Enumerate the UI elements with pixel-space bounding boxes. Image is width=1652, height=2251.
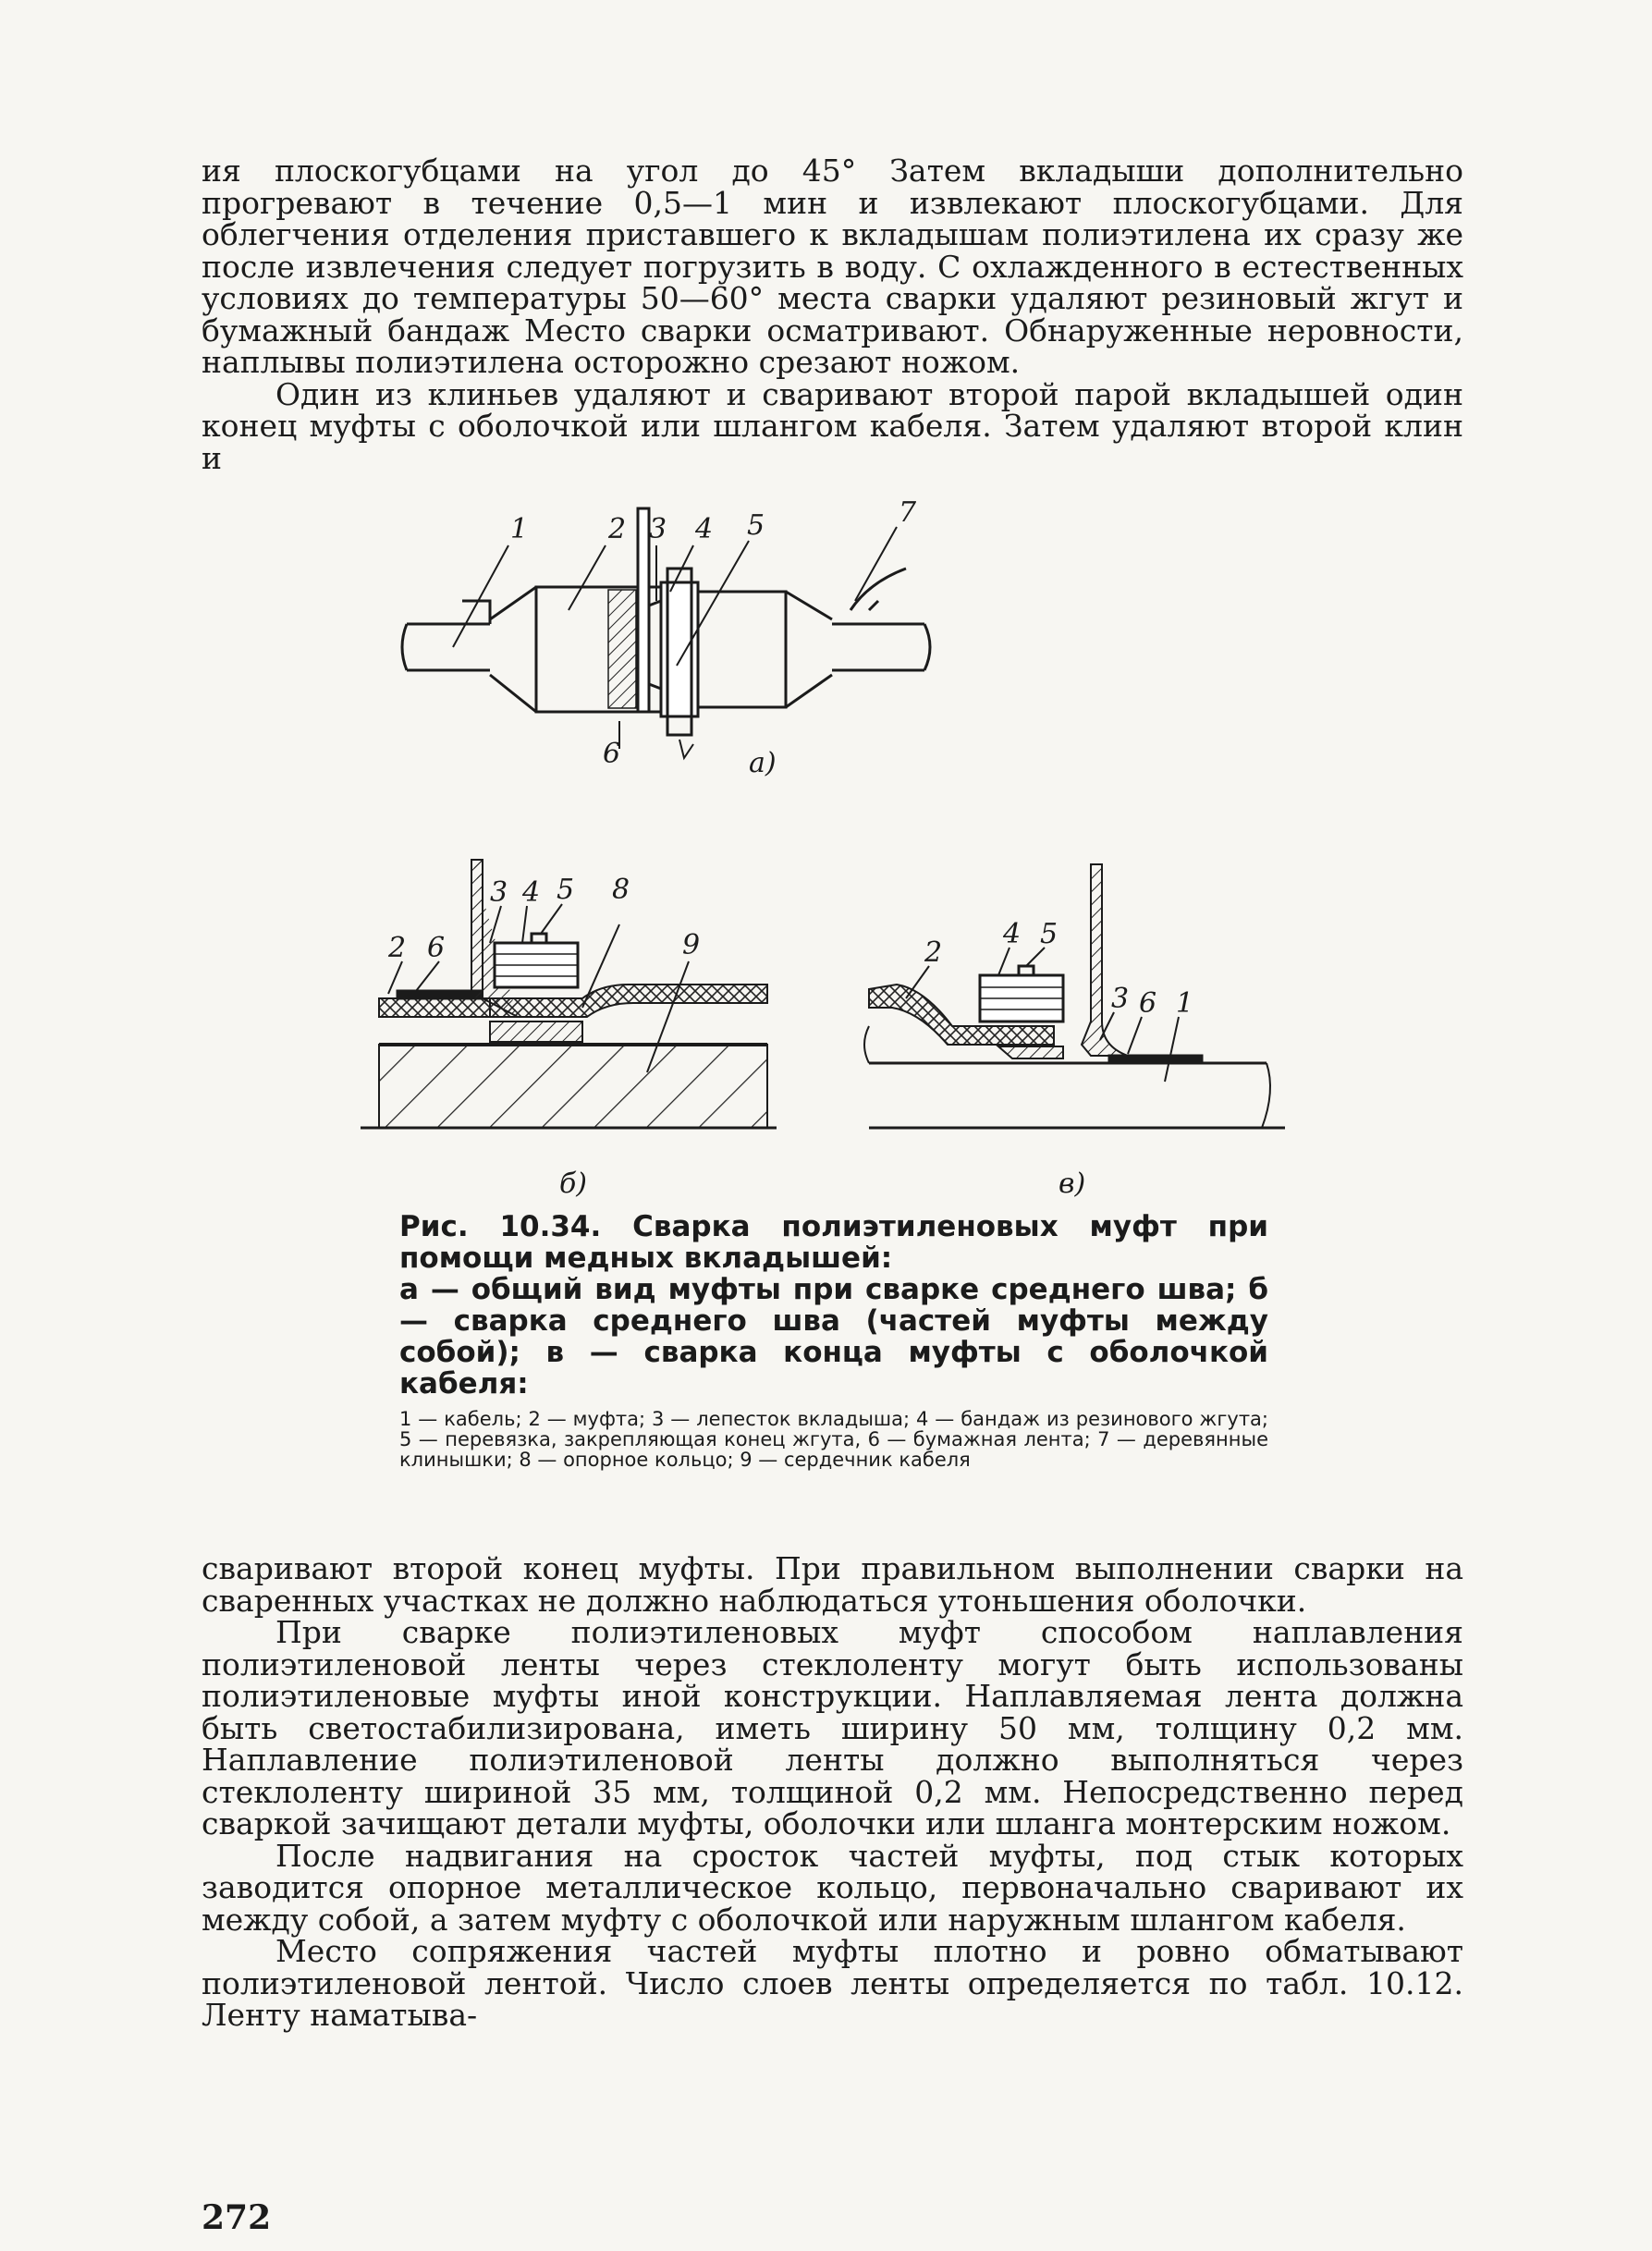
callout-2: 2 [924,936,943,969]
figure-caption [399,1211,1268,1470]
callout-5: 5 [557,874,575,906]
callout-4: 4 [522,876,541,909]
caption-subtitle: а — общий вид муфты при сварке среднего шва; б — сварка среднего шва (частей муфты между собой); в — сварка конца муфты с оболочкой кабеля: [399,1273,1268,1401]
bottom-text-block [202,1550,1463,2033]
callout-7: 7 [899,496,917,529]
callout-2: 2 [608,513,627,545]
callout-6: 6 [427,932,446,964]
callout-8: 8 [612,874,630,906]
callout-4: 4 [695,513,714,545]
caption-title: Рис. 10.34. Сварка полиэтиленовых муфт при помощи медных вкладышей: [399,1210,1268,1275]
view-c-label: в) [1059,1168,1086,1200]
figure-10-34 [351,481,1313,1202]
view-a [402,508,930,758]
caption-legend: 1 — кабель; 2 — муфта; 3 — лепесток вкладыша; 4 — бандаж из резинового жгута; 5 — перевязка, закрепляющая конец жгута, 6 — бумажная лента; 7 — деревянные клинышки; 8 — опорное кольцо; 9 — сердечник кабеля [399,1408,1268,1471]
callout-1: 1 [1176,987,1194,1020]
paragraph: После надвигания на сросток частей муфты, под стык которых заводится опорное металлическое кольцо, первоначально сваривают их между собой, а затем муфту с оболочкой или наружным шлангом кабеля. [202,1837,1463,1938]
view-a-callouts [510,496,917,779]
paragraph: Один из клиньев удаляют и сваривают второй парой вкладышей один конец муфты с оболочкой или шлангом кабеля. Затем удаляют второй клин и [202,375,1463,476]
view-b-label: б) [559,1168,588,1200]
callout-5: 5 [747,509,765,542]
view-a-label: а) [749,747,777,779]
page-number: 272 [202,2198,272,2237]
callout-3: 3 [1111,983,1130,1015]
callout-9: 9 [682,929,701,961]
callout-4: 4 [1003,918,1022,950]
paragraph: При сварке полиэтиленовых муфт способом наплавления полиэтиленовой ленты через стеклоленту могут быть использованы полиэтиленовые муфты иной конструкции. Наплавляемая лента должна быть светостабилизирована, иметь ширину 50 мм, толщину 0,2 мм. Наплавление полиэтиленовой ленты должно выполняться через стеклоленту шириной 35 мм, толщиной 0,2 мм. Непосредственно перед сваркой зачищают детали муфты, оболочки или шланга монтерским ножом. [202,1614,1463,1841]
welding-diagram [351,481,1313,1202]
callout-3: 3 [649,513,667,545]
callout-5: 5 [1040,918,1059,950]
callout-6: 6 [1139,987,1157,1020]
paragraph: сваривают второй конец муфты. При правильном выполнении сварки на сваренных участках не должно наблюдаться утоньшения оболочки. [202,1550,1463,1619]
top-text-block [202,155,1463,474]
callout-6: 6 [603,738,621,770]
callout-1: 1 [510,513,529,545]
view-c [864,864,1285,1128]
callout-2: 2 [388,932,407,964]
paragraph: ия плоскогубцами на угол до 45° Затем вкладыши дополнительно прогревают в течение 0,5—1 мин и извлекают плоскогубцами. Для облегчения отделения приставшего к вкладышам полиэтилена их сразу же после извлечения следует погрузить в воду. С охлажденного в естественных условиях до температуры 50—60° места сварки удаляют резиновый жгут и бумажный бандаж Место сварки осматривают. Обнаруженные неровности, наплывы полиэтилена осторожно срезают ножом. [202,153,1463,380]
callout-3: 3 [490,876,508,909]
paragraph: Место сопряжения частей муфты плотно и ровно обматывают полиэтиленовой лентой. Число слоев ленты определяется по табл. 10.12. Ленту наматыва- [202,1933,1463,2033]
